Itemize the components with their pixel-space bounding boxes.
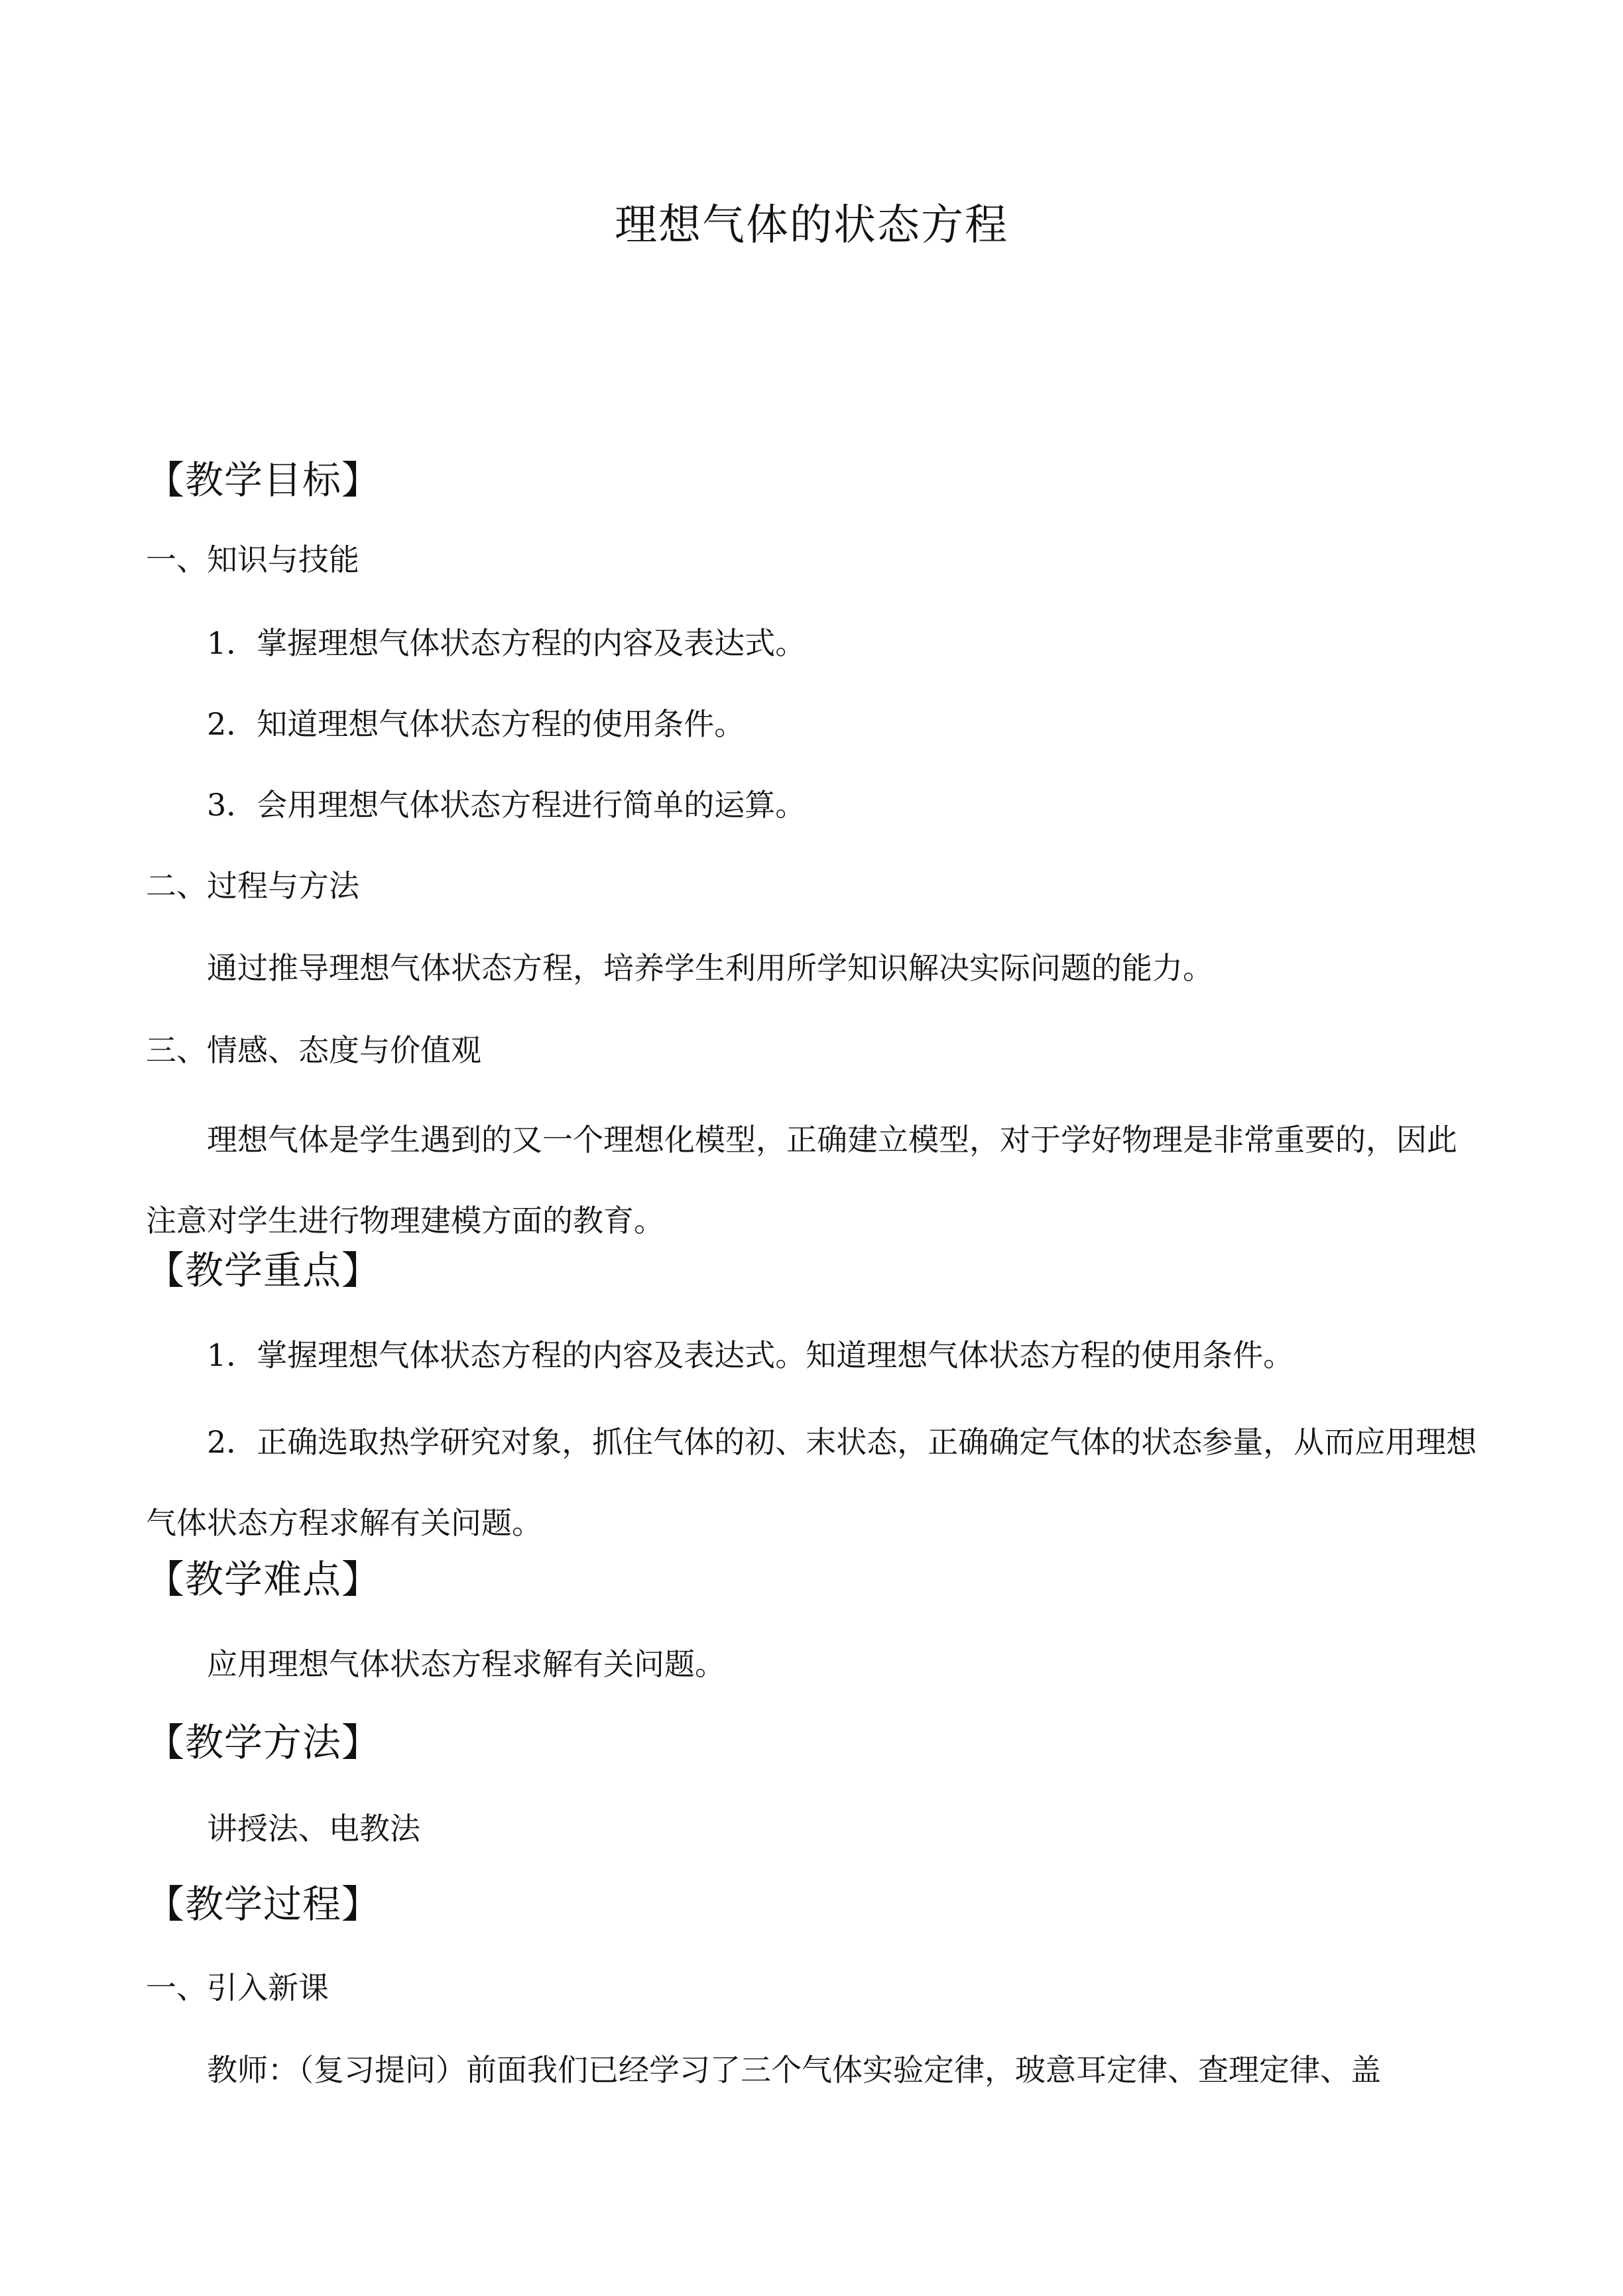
- subsection-emotion-values: 三、情感、态度与价值观: [146, 1032, 481, 1068]
- subsection-introduce-lesson: 一、引入新课: [146, 1970, 329, 2006]
- section-heading-process: 【教学过程】: [146, 1882, 381, 1927]
- methods-text: 讲授法、电教法: [207, 1811, 420, 1846]
- introduce-lesson-text: 教师：（复习提问）前面我们已经学习了三个气体实验定律，玻意耳定律、查理定律、盖: [207, 2052, 1381, 2088]
- section-heading-difficulties: 【教学难点】: [146, 1557, 381, 1602]
- subsection-process-method: 二、过程与方法: [146, 868, 359, 904]
- subsection-knowledge-skills: 一、知识与技能: [146, 542, 359, 577]
- objective-item-1: 1．掌握理想气体状态方程的内容及表达式。: [207, 625, 806, 661]
- emotion-values-text: 理想气体是学生遇到的又一个理想化模型，正确建立模型，对于学好物理是非常重要的，因此注意对学生进行物理建模方面的教育。: [146, 1122, 1457, 1239]
- section-heading-objectives: 【教学目标】: [146, 457, 381, 503]
- key-point-item-2: 2．正确选取热学研究对象，抓住气体的初、末状态，正确确定气体的状态参量，从而应用理想气体状态方程求解有关问题。: [146, 1424, 1477, 1541]
- section-heading-key-points: 【教学重点】: [146, 1248, 381, 1293]
- objective-item-2: 2．知道理想气体状态方程的使用条件。: [207, 706, 745, 742]
- objective-item-3: 3．会用理想气体状态方程进行简单的运算。: [207, 787, 806, 823]
- difficulties-text: 应用理想气体状态方程求解有关问题。: [207, 1646, 725, 1682]
- key-point-item-1: 1．掌握理想气体状态方程的内容及表达式。知道理想气体状态方程的使用条件。: [207, 1337, 1294, 1373]
- process-method-text: 通过推导理想气体状态方程，培养学生利用所学知识解决实际问题的能力。: [207, 950, 1213, 986]
- section-heading-methods: 【教学方法】: [146, 1720, 381, 1765]
- document-title: 理想气体的状态方程: [615, 201, 1008, 250]
